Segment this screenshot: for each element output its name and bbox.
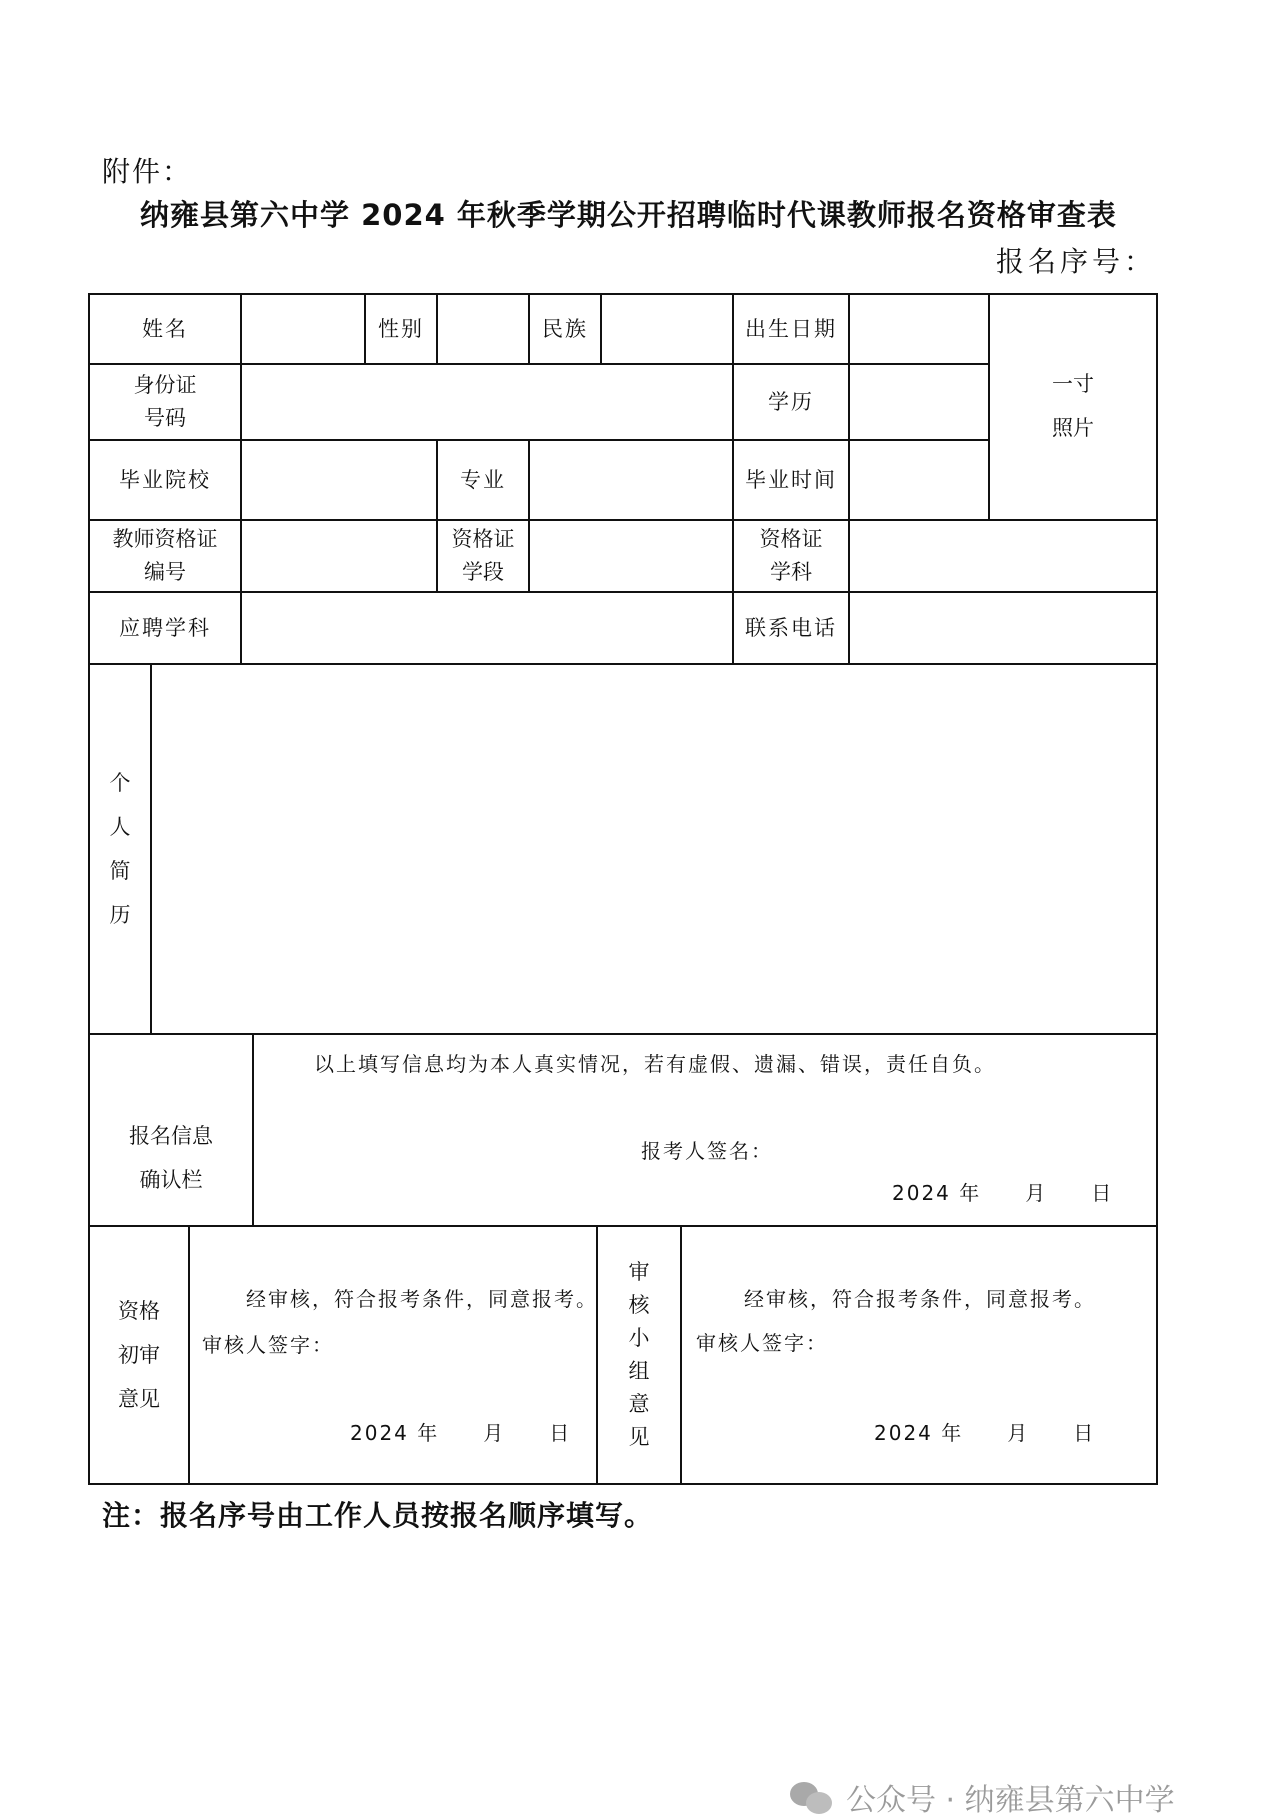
id-number-label: 身份证 号码 bbox=[133, 373, 197, 430]
attachment-label: 附件： bbox=[102, 155, 193, 188]
resume-label: 个 人 简 历 bbox=[109, 771, 131, 927]
qualification-review-form bbox=[88, 293, 1158, 1485]
group-review-text: 经审核，符合报考条件，同意报考。 bbox=[744, 1287, 1096, 1311]
photo-placeholder: 一寸 照片 bbox=[1052, 372, 1094, 440]
initial-reviewer-signature-label: 审核人签字： bbox=[202, 1333, 334, 1357]
initial-review-text: 经审核，符合报考条件，同意报考。 bbox=[246, 1287, 598, 1311]
footer-note: 注：报名序号由工作人员按报名顺序填写。 bbox=[102, 1499, 654, 1532]
rule-row6 bbox=[88, 1033, 1158, 1035]
form-title: 纳雍县第六中学 2024 年秋季学期公开招聘临时代课教师报名资格审查表 bbox=[140, 198, 1117, 232]
rule-row4 bbox=[88, 591, 1158, 593]
major-label: 专业 bbox=[460, 467, 506, 492]
graduation-time-label: 毕业时间 bbox=[745, 467, 837, 492]
truth-statement: 以上填写信息均为本人真实情况，若有虚假、遗漏、错误，责任自负。 bbox=[314, 1052, 996, 1076]
initial-review-date: 2024 年 月 日 bbox=[350, 1421, 572, 1445]
confirm-date: 2024 年 月 日 bbox=[892, 1181, 1114, 1205]
wechat-icon bbox=[790, 1780, 836, 1814]
group-review-date: 2024 年 月 日 bbox=[874, 1421, 1096, 1445]
cert-level-label: 资格证 学段 bbox=[451, 527, 515, 584]
watermark-text: 公众号 · 纳雍县第六中学 bbox=[846, 1783, 1175, 1818]
initial-review-label: 资格 初审 意见 bbox=[118, 1299, 160, 1411]
rule-row3 bbox=[88, 519, 1158, 521]
group-reviewer-signature-label: 审核人签字： bbox=[696, 1331, 828, 1355]
name-label: 姓名 bbox=[142, 316, 188, 341]
phone-label: 联系电话 bbox=[745, 615, 837, 640]
school-label: 毕业院校 bbox=[119, 467, 211, 492]
cert-subject-label: 资格证 学科 bbox=[759, 527, 823, 584]
gender-label: 性别 bbox=[378, 316, 424, 341]
teacher-cert-number-label: 教师资格证 编号 bbox=[112, 527, 218, 584]
watermark bbox=[790, 1775, 1175, 1819]
group-review-label: 审 核 小 组 意 见 bbox=[628, 1260, 650, 1449]
apply-subject-label: 应聘学科 bbox=[119, 615, 211, 640]
ethnicity-label: 民族 bbox=[542, 316, 588, 341]
applicant-signature-label: 报考人签名： bbox=[641, 1139, 773, 1163]
rule-row5 bbox=[88, 663, 1158, 665]
birth-date-label: 出生日期 bbox=[745, 316, 837, 341]
confirm-label: 报名信息 确认栏 bbox=[129, 1124, 213, 1192]
education-label: 学历 bbox=[768, 389, 814, 414]
registration-number-label: 报名序号： bbox=[996, 245, 1157, 278]
